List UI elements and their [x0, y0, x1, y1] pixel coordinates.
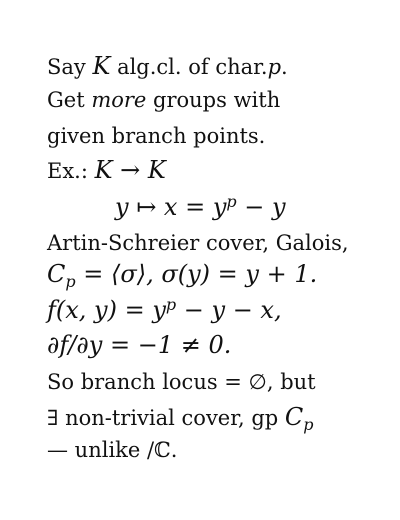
math-y-maps-to-x: y ↦ x = y: [115, 193, 227, 221]
line-3: [47, 126, 265, 147]
math-sub-p-2: p: [303, 415, 314, 435]
text-given-branch-points: given branch points.: [47, 124, 266, 148]
line-12: [47, 440, 177, 461]
line-2: [47, 90, 280, 111]
math-sub-p: p: [65, 272, 76, 292]
text-branch-locus: So branch locus = ∅, but: [47, 370, 316, 394]
line-1: [47, 54, 288, 78]
math-minus-y: − y: [236, 193, 286, 221]
text-exists-cover: ∃ non-trivial cover, gp: [47, 406, 285, 430]
math-minus-y-minus-x: − y − x,: [176, 296, 282, 324]
line-6: [47, 233, 349, 254]
text-artin-schreier: Artin-Schreier cover, Galois,: [47, 231, 349, 255]
text-period: .: [281, 55, 288, 79]
text-get: Get: [47, 88, 92, 112]
math-sup-p: p: [226, 192, 237, 211]
text-groups-with: groups with: [146, 88, 281, 112]
math-p: p: [267, 55, 282, 79]
line-4: [47, 158, 166, 182]
math-partial-derivative: ∂f/∂y = −1 ≠ 0.: [47, 331, 232, 359]
text-more: more: [91, 88, 147, 112]
line-10: [47, 372, 316, 393]
line-5: [115, 194, 286, 219]
text-ex: Ex.:: [47, 159, 95, 183]
math-c: C: [47, 260, 66, 288]
line-7: [47, 262, 317, 290]
math-f-def: f(x, y) = y: [47, 296, 166, 324]
math-k: K: [92, 52, 111, 80]
line-8: [47, 297, 282, 322]
line-9: [47, 333, 231, 357]
text-say: Say: [47, 55, 93, 79]
text-alg-cl: alg.cl. of char.: [110, 55, 268, 79]
line-11: [47, 405, 314, 433]
math-k-to-k: K → K: [94, 156, 166, 184]
text-unlike-c: — unlike /ℂ.: [47, 438, 178, 462]
math-sup-p-2: p: [165, 295, 177, 314]
math-sigma-def: = ⟨σ⟩, σ(y) = y + 1.: [75, 260, 318, 288]
math-c-2: C: [284, 403, 304, 431]
